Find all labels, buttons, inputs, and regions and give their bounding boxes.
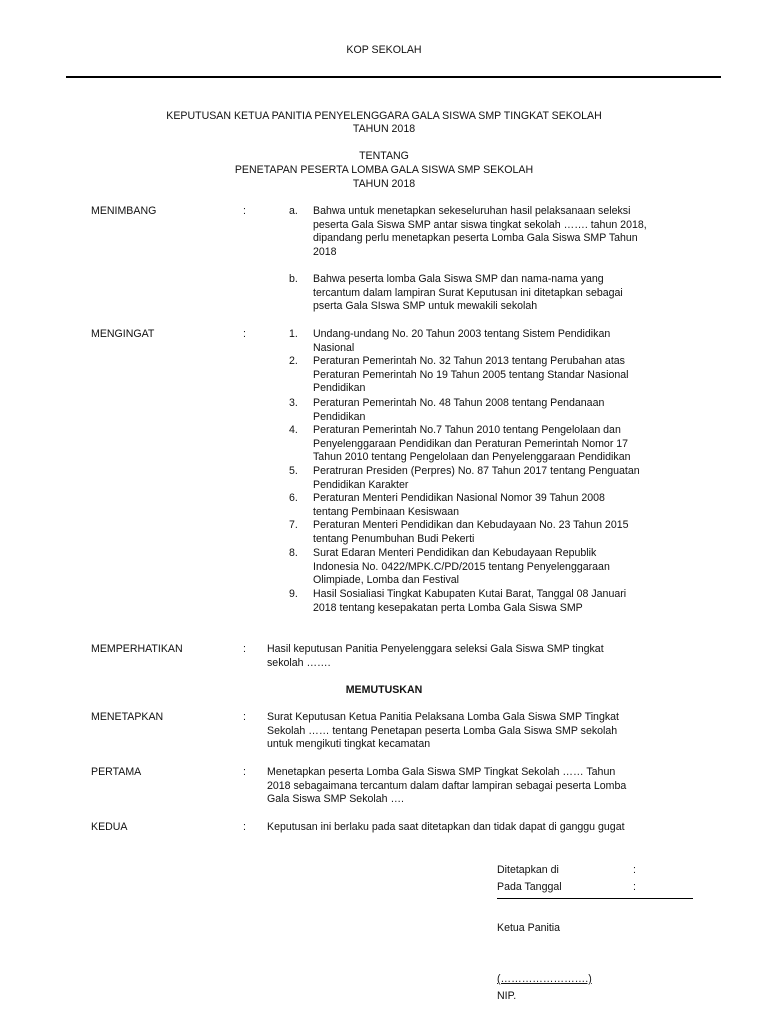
text-line: peserta Gala Siswa SMP antar siswa tingkat sekolah ……. tahun 2018, [313,218,647,231]
mengingat-item-mark: 3. [289,397,298,409]
text-line: Peraturan Pemerintah No.7 Tahun 2010 tentang Pengelolaan dan [313,424,621,436]
letterhead-rule [66,76,721,78]
pertama-text [267,766,707,807]
text-line: 2018 [313,245,337,258]
text-line: Hasil Sosialiasi Tingkat Kabupaten Kutai Barat, Tanggal 08 Januari [313,588,627,600]
mengingat-item-mark: 7. [289,519,298,531]
text-line: Menetapkan peserta Lomba Gala Siswa SMP Tingkat Sekolah …… Tahun [267,766,616,778]
menimbang-item-mark: b. [289,273,298,285]
text-line: Gala Siswa SMP Sekolah …. [267,793,404,805]
decree-title-line-4: PENETAPAN PESERTA LOMBA GALA SISWA SMP SEKOLAH [234,164,534,176]
pertama-colon: : [243,766,246,778]
memutuskan-heading: MEMUTUSKAN [345,684,423,696]
signatory-name: (…………………….) [497,973,592,985]
text-line: Surat Keputusan Ketua Panitia Pelaksana Lomba Gala Siswa SMP Tingkat [267,711,619,723]
mengingat-label: MENGINGAT [91,328,155,340]
text-line: Keputusan ini berlaku pada saat ditetapkan dan tidak dapat di ganggu gugat [267,821,625,833]
signatory-role: Ketua Panitia [497,922,561,934]
mengingat-item-text [313,492,708,519]
text-line: tentang Penumbuhan Budi Pekerti [313,532,475,545]
decree-title-line-5: TAHUN 2018 [352,178,416,190]
pertama-label: PERTAMA [91,766,142,778]
menetapkan-colon: : [243,711,246,723]
menimbang-colon: : [243,205,246,217]
mengingat-item-mark: 2. [289,355,298,367]
tanggal-colon: : [633,881,636,893]
text-line: Peraturan Menteri Pendidikan dan Kebudayaan No. 23 Tahun 2015 [313,519,629,531]
text-line: Olimpiade, Lomba dan Festival [313,574,460,586]
text-line: Bahwa peserta lomba Gala Siswa SMP dan nama-nama yang [313,273,604,285]
text-line: Nasional [313,341,355,354]
text-line: dipandang perlu menetapkan peserta Lomba Gala Siswa SMP Tahun [313,232,638,244]
text-line: Penyelenggaraan Pendidikan dan Peraturan Pemerintah Nomor 17 [313,437,629,450]
kedua-label: KEDUA [91,821,128,833]
memperhatikan-text [267,643,707,670]
text-line: Pendidikan Karakter [313,478,409,491]
mengingat-item-text [313,547,708,588]
mengingat-item-text [313,355,708,396]
decree-title-line-3: TENTANG [359,150,409,162]
text-line: Undang-undang No. 20 Tahun 2003 tentang Sistem Pendidikan [313,328,611,340]
text-line: 2018 sebagaimana tercantum dalam daftar lampiran sebagai peserta Lomba [267,779,627,792]
letterhead-label: KOP SEKOLAH [346,44,422,56]
signatory-nip: NIP. [497,990,517,1002]
mengingat-colon: : [243,328,246,340]
text-line: tentang Pembinaan Kesiswaan [313,505,460,518]
mengingat-item-mark: 8. [289,547,298,559]
text-line: Surat Edaran Menteri Pendidikan dan Kebudayaan Republik [313,547,597,559]
text-line: untuk mengikuti tingkat kecamatan [267,738,431,750]
decree-title-line-2: TAHUN 2018 [352,123,416,135]
text-line: Peraturan Pemerintah No. 48 Tahun 2008 tentang Pendanaan [313,397,605,409]
mengingat-item-mark: 1. [289,328,298,340]
kedua-colon: : [243,821,246,833]
menetapkan-label: MENETAPKAN [91,711,164,723]
text-line: Bahwa untuk menetapkan sekeseluruhan hasil pelaksanaan seleksi [313,205,631,217]
memperhatikan-colon: : [243,643,246,655]
memperhatikan-label: MEMPERHATIKAN [91,643,183,655]
text-line: Hasil keputusan Panitia Penyelenggara seleksi Gala Siswa SMP tingkat [267,643,604,655]
text-line: Tahun 2010 tentang Pengelolaan dan Penyelenggaraan Pendidikan [313,451,631,463]
text-line: Peraturan Pemerintah No. 32 Tahun 2013 tentang Perubahan atas [313,355,625,367]
text-line: Pendidikan [313,410,366,423]
mengingat-item-text [313,424,708,465]
mengingat-item-text [313,588,708,615]
text-line: 2018 tentang kesepakatan perta Lomba Gala Siswa SMP [313,601,583,614]
menimbang-label: MENIMBANG [91,205,157,217]
tanggal-label: Pada Tanggal [497,881,562,893]
menimbang-item-text [313,205,708,259]
mengingat-item-text [313,465,708,492]
text-line: Peratruran Presiden (Perpres) No. 87 Tahun 2017 tentang Penguatan [313,465,640,477]
signature-divider [497,898,693,899]
kedua-text [267,821,707,835]
mengingat-item-mark: 6. [289,492,298,504]
mengingat-item-text [313,519,708,546]
ditetapkan-label: Ditetapkan di [497,864,559,876]
mengingat-item-mark: 9. [289,588,298,600]
text-line: Indonesia No. 0422/MPK.C/PD/2015 tentang Penyelenggaraan [313,560,610,573]
text-line: Peraturan Pemerintah No 19 Tahun 2005 tentang Standar Nasional [313,368,629,381]
mengingat-item-text [313,328,708,355]
mengingat-item-mark: 5. [289,465,298,477]
menetapkan-text [267,711,707,752]
mengingat-item-mark: 4. [289,424,298,436]
text-line: Pendidikan [313,382,366,394]
text-line: sekolah ……. [267,656,331,669]
menimbang-item-mark: a. [289,205,298,217]
text-line: pserta Gala SIswa SMP untuk mewakili sekolah [313,300,538,312]
text-line: Peraturan Menteri Pendidikan Nasional Nomor 39 Tahun 2008 [313,492,605,504]
mengingat-item-text [313,397,708,424]
decree-title-line-1: KEPUTUSAN KETUA PANITIA PENYELENGGARA GALA SISWA SMP TINGKAT SEKOLAH [166,110,602,122]
text-line: Sekolah …… tentang Penetapan peserta Lomba Gala Siswa SMP sekolah [267,724,618,737]
menimbang-item-text [313,273,708,314]
ditetapkan-colon: : [633,864,636,876]
text-line: tercantum dalam lampiran Surat Keputusan ini ditetapkan sebagai [313,286,623,299]
